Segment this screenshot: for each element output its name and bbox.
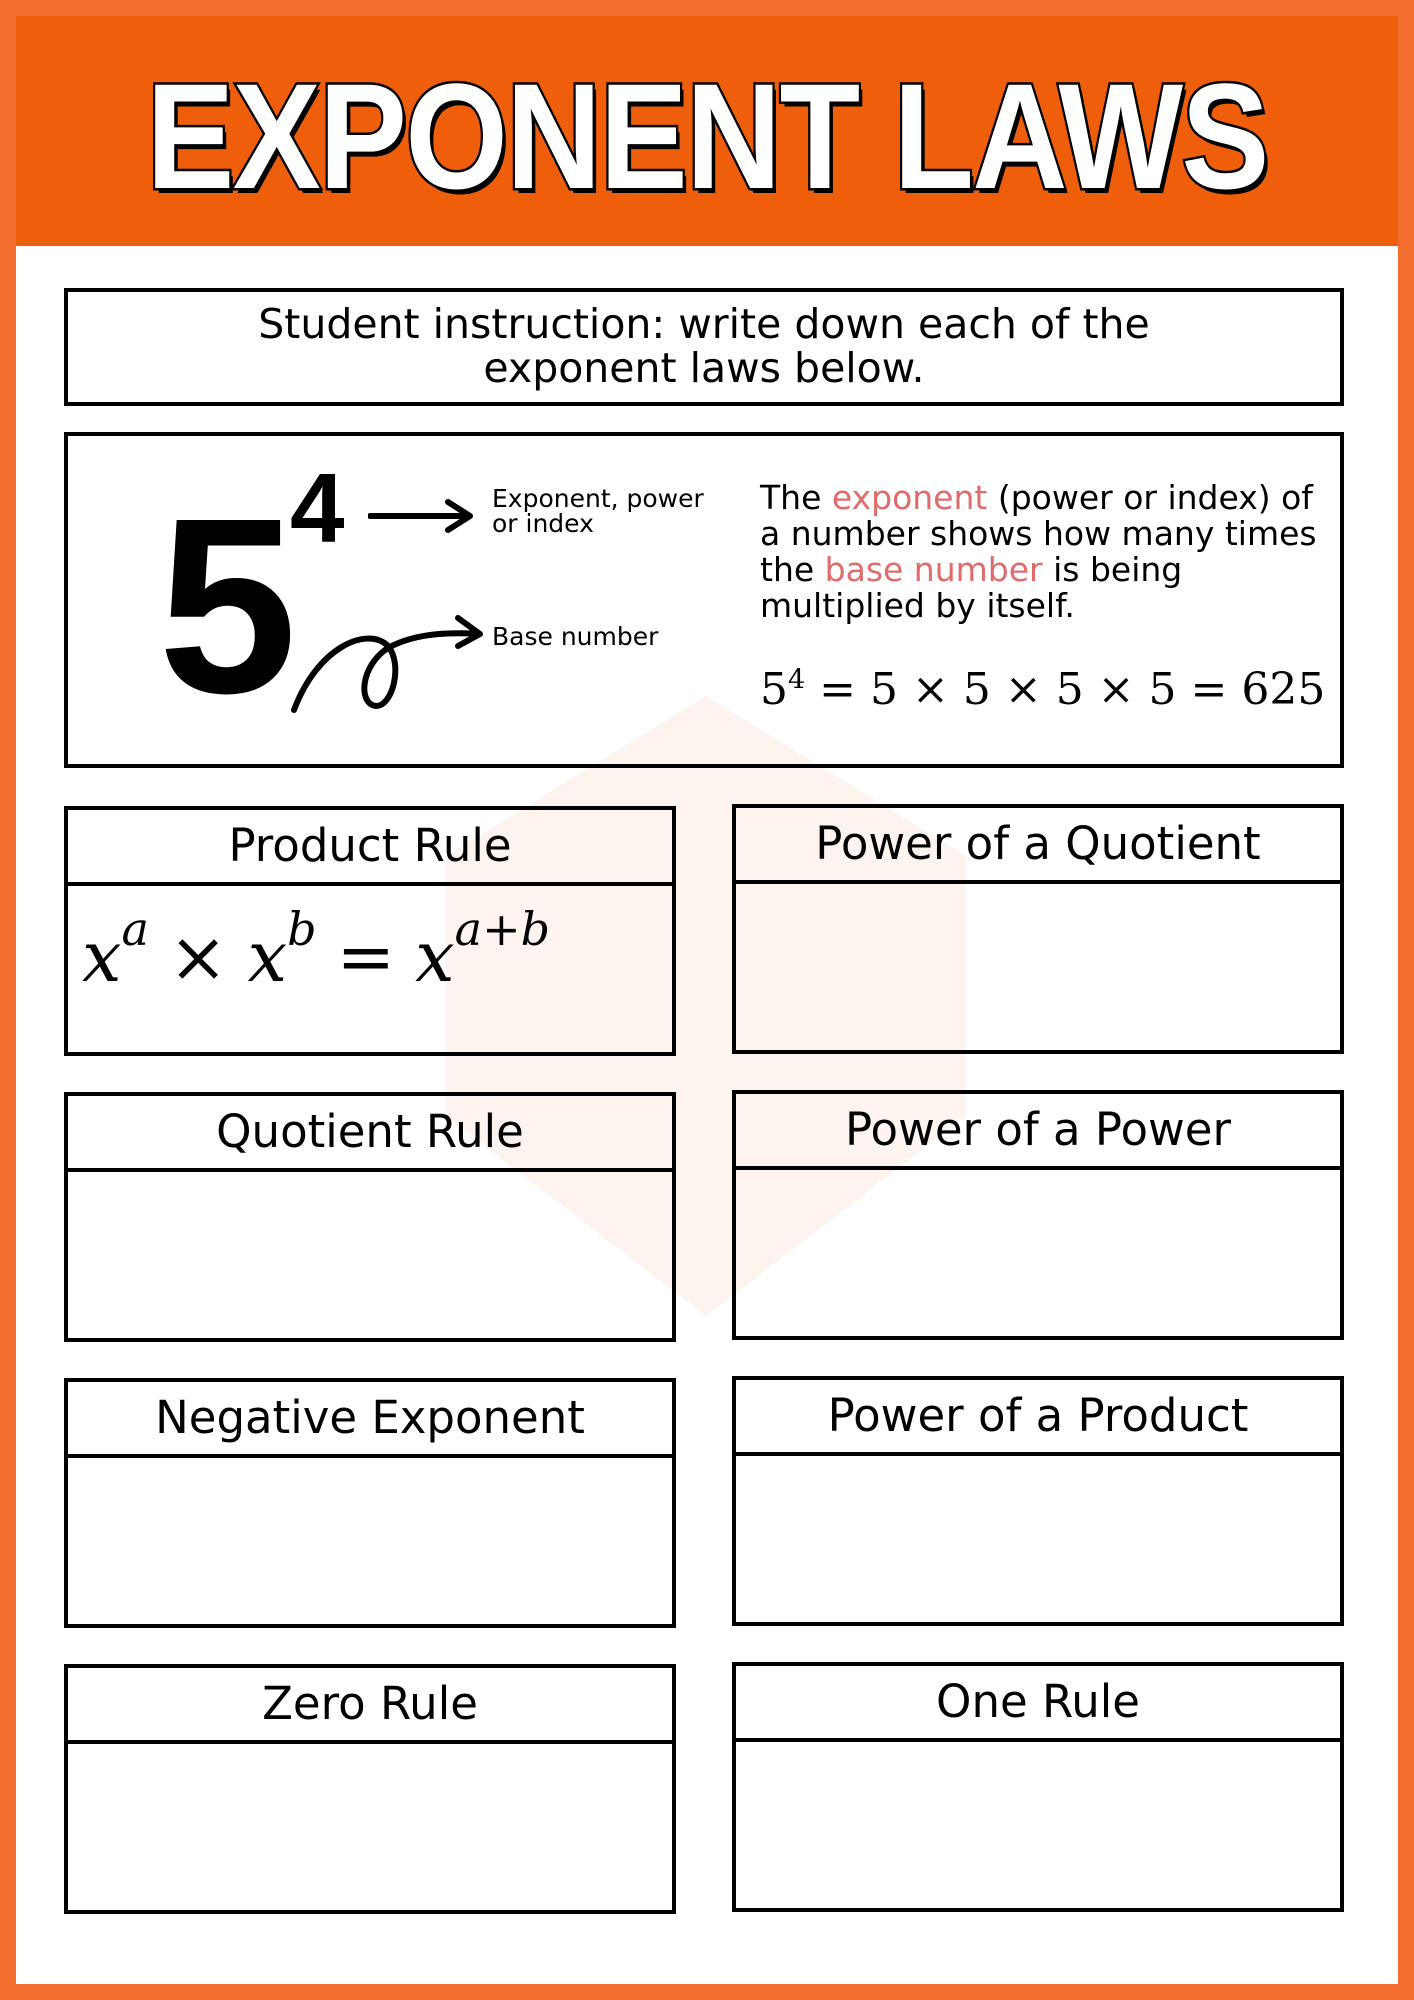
rule-title: One Rule bbox=[736, 1666, 1340, 1742]
rule-answer-area[interactable] bbox=[68, 1172, 672, 1338]
student-instruction-box bbox=[64, 288, 1344, 406]
rule-answer-area[interactable] bbox=[736, 1170, 1340, 1336]
instruction-line-2: exponent laws below. bbox=[483, 344, 925, 392]
curly-arrow-icon bbox=[288, 606, 488, 716]
rule-answer-area[interactable] bbox=[68, 1744, 672, 1910]
rule-title: Power of a Product bbox=[736, 1380, 1340, 1456]
rule-box-product-rule bbox=[64, 806, 676, 1056]
exponent-example: 4 bbox=[290, 453, 345, 563]
rule-answer-area[interactable] bbox=[68, 1458, 672, 1624]
rule-box-zero-rule bbox=[64, 1664, 676, 1914]
base-number-example: 5 bbox=[158, 466, 298, 745]
rule-answer-area[interactable] bbox=[736, 1456, 1340, 1622]
example-equation: $5^4 = 5 \times 5 \times 5 \times 5 = 625$ bbox=[760, 664, 1326, 715]
rule-box-negative-exponent bbox=[64, 1378, 676, 1628]
instruction-line-1: Student instruction: write down each of the bbox=[258, 300, 1150, 348]
rule-answer-area[interactable] bbox=[736, 1742, 1340, 1908]
highlight-exponent: exponent bbox=[831, 478, 988, 517]
rule-title: Power of a Power bbox=[736, 1094, 1340, 1170]
rule-box-quotient-rule bbox=[64, 1092, 676, 1342]
rule-title: Negative Exponent bbox=[68, 1382, 672, 1458]
exponent-intro-box bbox=[64, 432, 1344, 768]
exponent-description: The exponent (power or index) of a number shows how many times the base number is being multiplied by itself. bbox=[760, 478, 1317, 625]
rule-answer-area bbox=[68, 886, 672, 1052]
rule-box-one-rule bbox=[732, 1662, 1344, 1912]
rule-box-power-of-a-power bbox=[732, 1090, 1344, 1340]
rule-title: Zero Rule bbox=[68, 1668, 672, 1744]
rule-answer-area[interactable] bbox=[736, 884, 1340, 1050]
rule-box-power-of-a-product bbox=[732, 1376, 1344, 1626]
rule-title: Product Rule bbox=[68, 810, 672, 886]
rule-box-power-of-a-quotient bbox=[732, 804, 1344, 1054]
header-banner bbox=[16, 16, 1398, 246]
straight-arrow-icon bbox=[368, 496, 478, 536]
rule-title: Power of a Quotient bbox=[736, 808, 1340, 884]
highlight-base-number: base number bbox=[824, 550, 1043, 589]
page-title: EXPONENT LAWS bbox=[146, 52, 1268, 220]
worksheet-page bbox=[16, 16, 1398, 1984]
rule-title: Quotient Rule bbox=[68, 1096, 672, 1172]
exponent-label: Exponent, power or index bbox=[492, 484, 704, 538]
product-rule-formula: $x^a \times x^b = x^{a+b}$ bbox=[82, 902, 551, 998]
base-number-label: Base number bbox=[492, 622, 659, 651]
